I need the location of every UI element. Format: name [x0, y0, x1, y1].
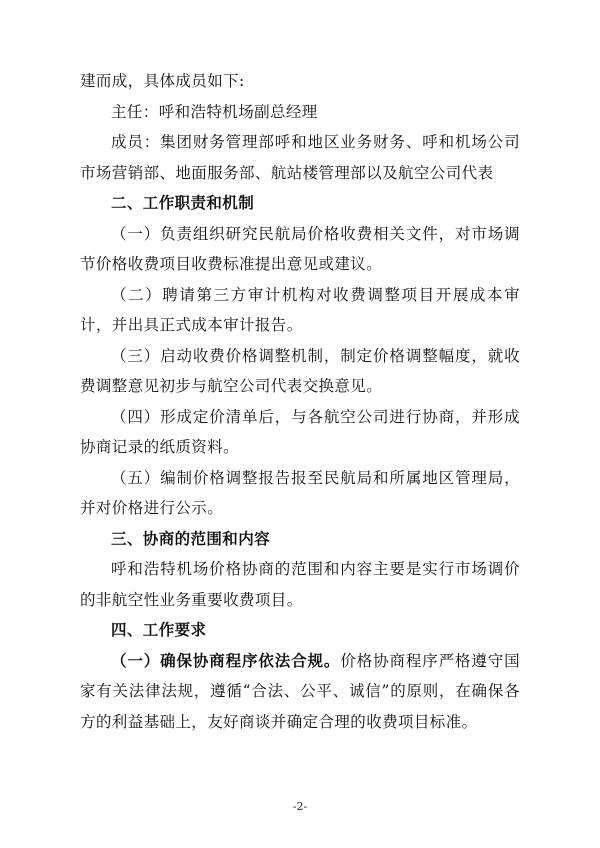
paragraph-members: 成员：集团财务管理部呼和地区业务财务、呼和机场公司市场营销部、地面服务部、航站楼管理部以及航空公司代表	[80, 133, 520, 182]
requirement-1-lead: （一）确保协商程序依法合规。	[111, 651, 341, 670]
section-heading-scope: 三、协商的范围和内容	[111, 529, 271, 548]
requirement-1-text: 价格协商程序严格遵守国家有关法律法规，遵循“合法、公平、诚信”的原则，在确保各方的利益基础上，友好商谈并确定合理的收费项目标准。	[80, 651, 520, 731]
section-heading-duties: 二、工作职责和机制	[111, 194, 255, 212]
paragraph-duty-3: （三）启动收费价格调整机制，制定价格调整幅度，就收费调整意见初步与航空公司代表交换意见。	[80, 346, 520, 395]
paragraph-director: 主任：呼和浩特机场副总经理	[111, 102, 318, 121]
paragraph-requirement-1	[80, 646, 520, 738]
page-number: -2-	[292, 800, 308, 813]
section-heading-requirements: 四、工作要求	[111, 621, 207, 639]
paragraph-intro: 建而成，具体成员如下:	[80, 72, 245, 90]
paragraph-duty-1: （一）负责组织研究民航局价格收费相关文件，对市场调节价格收费项目收费标准提出意见或建议。	[80, 224, 520, 273]
paragraph-duty-5: （五）编制价格调整报告报至民航局和所属地区管理局，并对价格进行公示。	[80, 468, 520, 517]
paragraph-duty-2: （二）聘请第三方审计机构对收费调整项目开展成本审计，并出具正式成本审计报告。	[80, 285, 520, 334]
document-body	[80, 66, 520, 737]
paragraph-scope: 呼和浩特机场价格协商的范围和内容主要是实行市场调价的非航空性业务重要收费项目。	[80, 560, 520, 609]
paragraph-duty-4: （四）形成定价清单后，与各航空公司进行协商，并形成协商记录的纸质资料。	[80, 407, 520, 456]
